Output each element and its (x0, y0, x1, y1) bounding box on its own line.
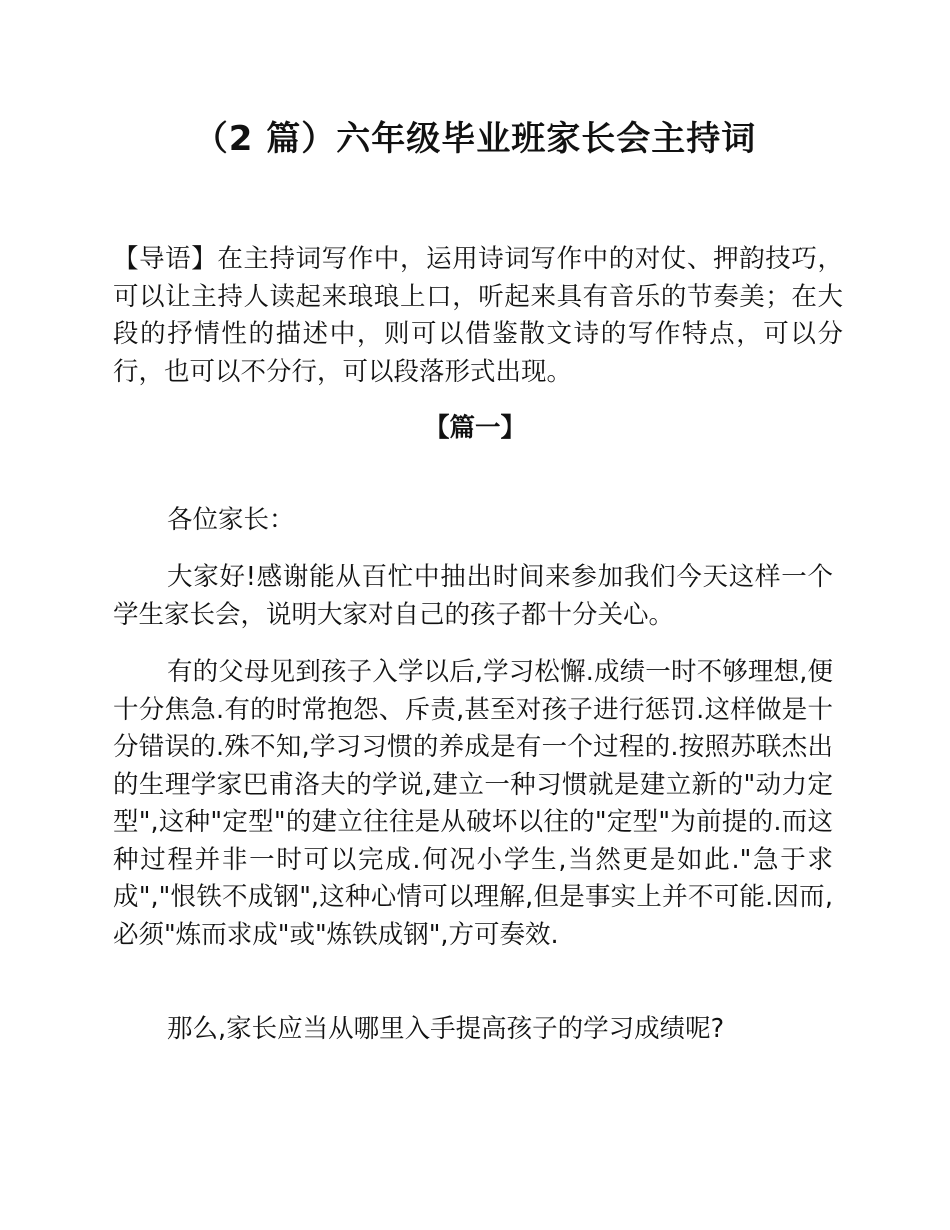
salutation-paragraph: 各位家长： (167, 505, 295, 535)
intro-paragraph: 【导语】在主持词写作中，运用诗词写作中的对仗、押韵技巧，可以让主持人读起来琅琅上口，听起来具有音乐的节奏美；在大段的抒情性的描述中，则可以借鉴散文诗的写作特点，可以分行，也可以不分行，可以段落形式出现。 (113, 244, 843, 387)
section-heading: 【篇一】 (423, 413, 526, 443)
document-title: （2 篇）六年级毕业班家长会主持词 (193, 119, 757, 159)
question-paragraph: 那么,家长应当从哪里入手提高孩子的学习成绩呢? (167, 1014, 725, 1044)
greeting-paragraph: 大家好!感谢能从百忙中抽出时间来参加我们今天这样一个学生家长会，说明大家对自己的孩子都十分关心。 (113, 562, 833, 630)
body-paragraph: 有的父母见到孩子入学以后,学习松懈.成绩一时不够理想,便十分焦急.有的时常抱怨、斥责,甚至对孩子进行惩罚.这样做是十分错误的.殊不知,学习习惯的养成是有一个过程的.按照苏联杰出的生理学家巴甫洛夫的学说,建立一种习惯就是建立新的"动力定型",这种"定型"的建立往往是从破坏以往的"定型"为前提的.而这种过程并非一时可以完成.何况小学生,当然更是如此."急于求成","恨铁不成钢",这种心情可以理解,但是事实上并不可能.因而,必须"炼而求成"或"炼铁成钢",方可奏效. (113, 657, 833, 950)
